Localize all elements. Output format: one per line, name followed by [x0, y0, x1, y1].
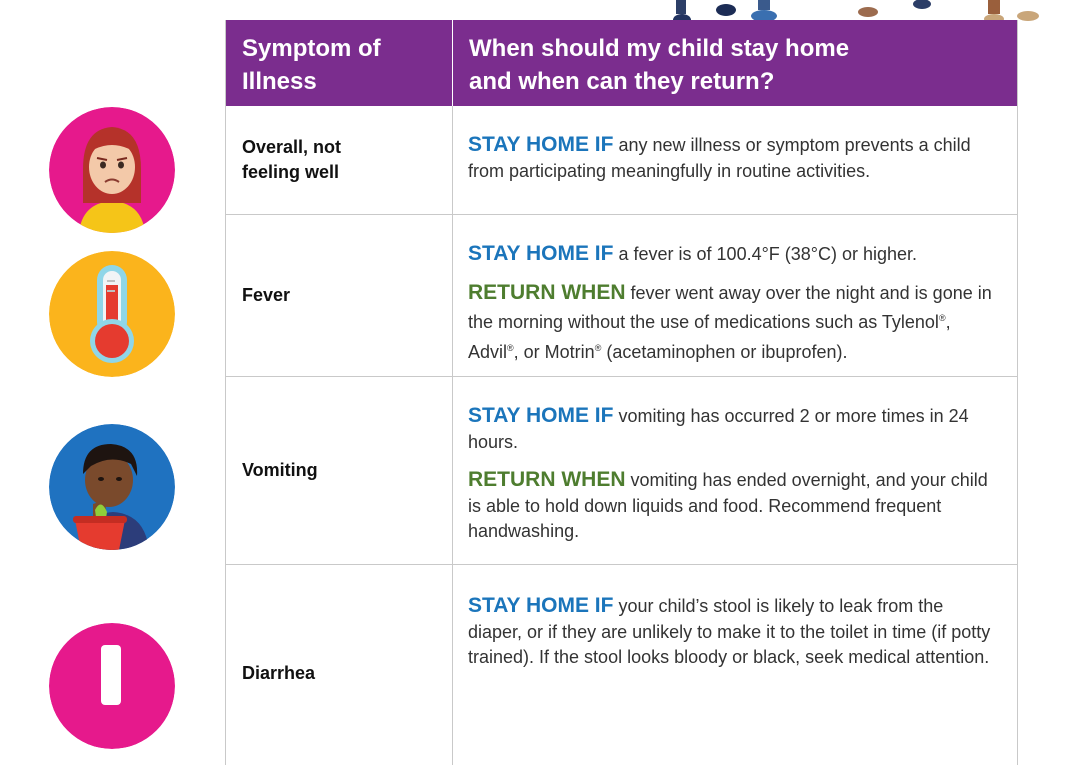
sick-girl-icon	[49, 107, 175, 233]
stay-home-text: any new illness or symptom prevents a child from participating meaningfully in routine activities.	[468, 135, 971, 181]
thermometer-icon	[49, 251, 175, 377]
table-row	[226, 377, 1017, 565]
header-question-line1: When should my child stay home	[469, 35, 850, 62]
symptom-name: Diarrhea	[242, 663, 316, 683]
symptom-name-line1: Overall, not	[242, 137, 342, 157]
return-when-keyword: RETURN WHEN	[468, 280, 626, 304]
guidance-cell	[453, 565, 1017, 765]
guidance-cell	[453, 377, 1017, 564]
return-text: vomiting has ended overnight, and your child is able to hold down liquids and food. Recommend frequent handwashing.	[468, 470, 988, 541]
return-text-end: (acetaminophen or ibuprofen).	[601, 341, 848, 362]
stay-home-paragraph	[468, 403, 997, 455]
stay-home-text: your child’s stool is likely to leak from the diaper, or if they are unlikely to make it to the toilet in time (if potty trained). If the stool looks bloody or black, seek medical attention.	[468, 596, 991, 667]
stay-home-keyword: STAY HOME IF	[468, 133, 614, 156]
symptom-cell	[226, 377, 453, 564]
stay-home-keyword: STAY HOME IF	[468, 594, 614, 617]
stay-home-paragraph	[468, 593, 997, 671]
symptom-table	[225, 20, 1018, 765]
registered-mark: ®	[507, 342, 514, 353]
symptom-name: Vomiting	[242, 460, 318, 480]
return-text-motrin: , or Motrin	[513, 341, 595, 362]
symptom-cell	[226, 565, 453, 765]
stay-home-text: a fever is of 100.4°F (38°C) or higher.	[618, 244, 918, 264]
guidance-cell	[453, 106, 1017, 214]
header-question-line2: and when can they return?	[469, 68, 775, 95]
return-text: fever went away over the night and is gone in the morning without the use of medications such as Tylenol	[468, 282, 992, 332]
stay-home-paragraph	[468, 132, 997, 184]
return-when-paragraph	[468, 280, 997, 366]
stay-home-paragraph	[468, 241, 997, 268]
return-text-advil: , Advil	[468, 312, 951, 362]
guidance-cell	[453, 215, 1017, 376]
table-row	[226, 215, 1017, 377]
stay-home-keyword: STAY HOME IF	[468, 404, 614, 427]
symptom-cell	[226, 215, 453, 376]
diarrhea-icon	[49, 623, 175, 749]
table-row	[226, 565, 1017, 765]
symptom-name-line2: feeling well	[242, 162, 340, 182]
symptom-name: Fever	[242, 285, 291, 305]
stay-home-keyword: STAY HOME IF	[468, 242, 614, 265]
table-row	[226, 106, 1017, 215]
registered-mark: ®	[594, 342, 602, 353]
header-symptom-of-illness: Symptom of Illness	[226, 20, 453, 106]
vomiting-boy-icon	[49, 424, 175, 550]
registered-mark: ®	[938, 313, 946, 323]
stay-home-text: vomiting has occurred 2 or more times in 24 hours.	[468, 406, 969, 452]
return-when-keyword: RETURN WHEN	[468, 468, 626, 491]
symptom-cell	[226, 106, 453, 214]
header-stay-home-question	[453, 20, 1017, 106]
return-when-paragraph	[468, 467, 997, 545]
table-header	[226, 20, 1017, 106]
